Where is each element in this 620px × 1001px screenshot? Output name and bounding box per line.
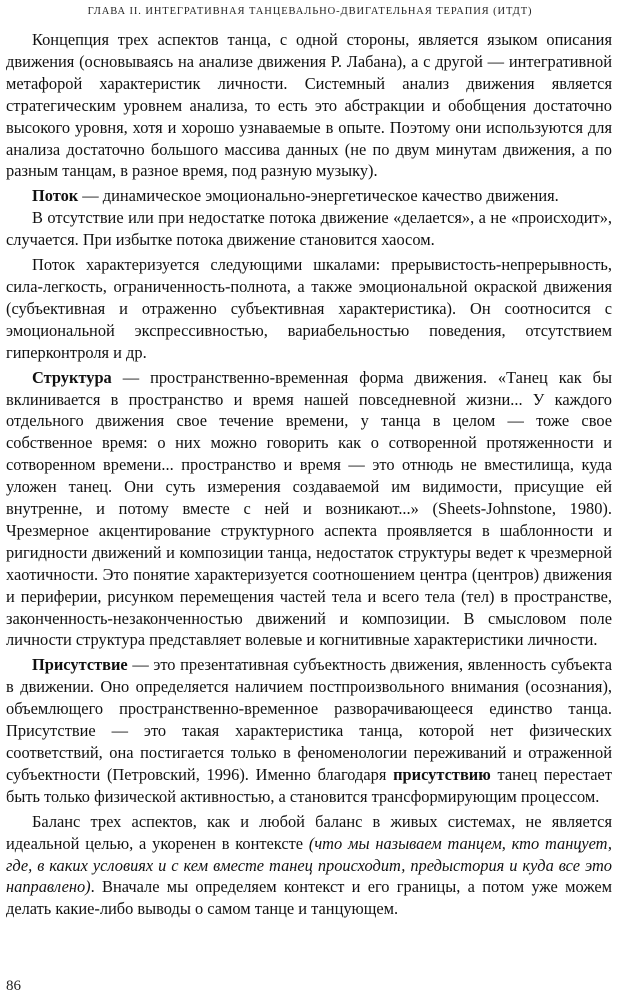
term-structure: Структура xyxy=(32,367,112,387)
term-presence-inline: присутствию xyxy=(393,764,491,784)
paragraph-flow-definition-text: — динамическое эмоционально-энергетическое качество движения. xyxy=(78,186,559,206)
paragraph-presence-text-b: танец перестает быть только физической активностью, а становится трансформирующим процессом. xyxy=(6,764,612,806)
paragraph-flow-scales xyxy=(6,254,612,364)
paragraph-flow-definition xyxy=(6,185,612,207)
term-presence: Присутствие xyxy=(32,655,128,675)
paragraph-balance-text-a: Баланс трех аспектов, как и любой баланс в живых системах, не является идеальной целью, а укоренен в контексте xyxy=(6,811,612,853)
term-flow: Поток xyxy=(32,186,79,206)
paragraph-balance-text-b: . Вначале мы определяем контекст и его границы, а потом уже можем делать какие-либо выводы о самом танце и танцующем. xyxy=(6,877,612,919)
paragraph-structure-text: — пространственно-временная форма движения. «Танец как бы вклинивается в пространство и время нашей повседневной жизни... У каждого отдельного движения свое течение времени, у танца в целом — тоже свое собственное время: о них можно говорить как о сотворенной протяженности и сотворенном времени... пространство и время — это отнюдь не вместилища, куда уложен танец. Они суть измерения создаваемой им видимости, присущие ей внутренне, и потому вместе с ней и возникают...» (Sheets-Johnstone, 1980). Чрезмерное акцентирование структурного аспекта проявляется в шаблонности и ригидности движений и композиции танца, недостаток структуры ведет к чрезмерной хаотичности. Это понятие характеризуется соотношением центра (центров) движения и периферии, рисунком перемещения частей тела и всего тела (тел) в пространстве, законченность-незаконченностью движений и композиции. В смысловом поле личности структура представляет волевые и когнитивные характеристики личности. xyxy=(6,367,612,650)
paragraph-structure xyxy=(6,367,612,652)
paragraph-presence-text-a: — это презентативная субъектность движения, явленность субъекта в движении. Оно определяется наличием постпроизвольного внимания (осознания), объемлющего пространственно-временное разворачивающееся единство танца. Присутствие — это такая характеристика танца, которой нет физических соответствий, она постигается только в феноменологии переживаний и отраженной субъектности (Петровский, 1996). Именно благодаря xyxy=(6,655,612,784)
running-head: ГЛАВА II. ИНТЕГРАТИВНАЯ ТАНЦЕВАЛЬНО-ДВИГАТЕЛЬНАЯ ТЕРАПИЯ (ИТДТ) xyxy=(87,6,533,17)
paragraph-concept-text: Концепция трех аспектов танца, с одной стороны, является языком описания движения (основываясь на анализе движения Р. Лабана), а с другой — интегративной метафорой характеристик личности. Системный анализ движения является стратегическим уровнем анализа, то есть это абстракции и обобщения достаточно высокого уровня, хотя и хорошо узнаваемые в опыте. Поэтому они используются для анализа достаточно большого массива данных (не по двум минутам движения, а по разным танцам, в разное время, под разную музыку). xyxy=(6,30,612,181)
body-text xyxy=(6,29,612,920)
paragraph-concept xyxy=(6,29,612,182)
paragraph-presence xyxy=(6,654,612,807)
paragraph-balance-italic: (что мы называем танцем, кто танцует, где, в каких условиях и с кем вместе танец происходит, предыстория и куда все это направлено) xyxy=(6,833,612,897)
paragraph-flow-absence-text: В отсутствие или при недостатке потока движение «делается», а не «происходит», случается. При избытке потока движение становится хаосом. xyxy=(6,208,612,250)
paragraph-flow-absence xyxy=(6,207,612,251)
paragraph-balance xyxy=(6,811,612,921)
paragraph-flow-scales-text: Поток характеризуется следующими шкалами: прерывистость-непрерывность, сила-легкость, ограниченность-полнота, а также эмоциональной окраской движения (субъективная и отраженно субъективная характеристика). Он соотносится с эмоциональной экспрессивностью, вариабельностью поведения, отсутствием гиперконтроля и др. xyxy=(6,255,612,362)
page-number: 86 xyxy=(6,978,21,994)
